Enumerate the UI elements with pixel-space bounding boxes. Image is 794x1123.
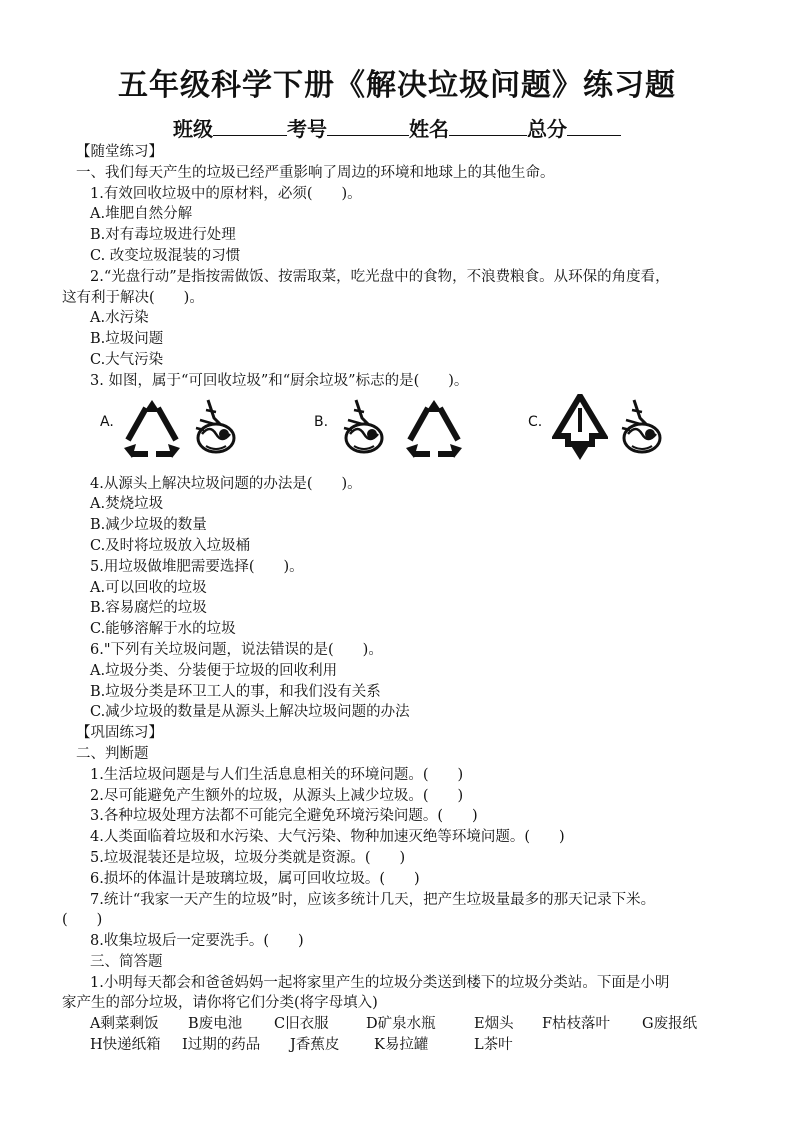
- q4-option-a: A.焚烧垃圾: [90, 496, 164, 513]
- food-waste-icon: [612, 394, 668, 460]
- list-item: A剩菜剩饭: [90, 1016, 159, 1033]
- q1-option-a: A.堆肥自然分解: [90, 206, 193, 223]
- short-answer-1-line1: 1.小明每天都会和爸爸妈妈一起将家里产生的垃圾分类送到楼下的垃圾分类站。下面是小明: [90, 974, 670, 991]
- list-item: B废电池: [188, 1016, 243, 1033]
- part2-heading: 二、判断题: [76, 745, 149, 762]
- judge-6: 6.损坏的体温计是玻璃垃圾，属可回收垃圾。( ): [90, 870, 420, 887]
- consolidate-heading: 【巩固练习】: [76, 725, 163, 742]
- judge-4: 4.人类面临着垃圾和水污染、大气污染、物种加速灭绝等环境问题。( ): [90, 829, 565, 846]
- q4-option-c: C.及时将垃圾放入垃圾桶: [90, 537, 251, 554]
- score-blank[interactable]: [567, 119, 621, 136]
- judge-7-line2: ( ): [62, 912, 103, 929]
- recycle-triangle-icon: [404, 398, 464, 462]
- question-2-line1: 2.“光盘行动”是指按需做饭、按需取菜，吃光盘中的食物，不浪费粮食。从环保的角度看，: [90, 268, 670, 285]
- practice-heading: 【随堂练习】: [76, 144, 163, 160]
- list-item: I过期的药品: [182, 1037, 261, 1054]
- q5-option-c: C.能够溶解于水的垃圾: [90, 621, 236, 638]
- food-waste-icon: [186, 394, 242, 460]
- q3-option-c: C.: [528, 413, 543, 430]
- question-5: 5.用垃圾做堆肥需要选择( )。: [90, 558, 304, 575]
- q5-option-a: A.可以回收的垃圾: [90, 579, 207, 596]
- food-waste-icon: [334, 394, 390, 460]
- score-label: 总分: [527, 117, 567, 141]
- list-item: E烟头: [474, 1016, 514, 1033]
- question-6: 6."下列有关垃圾问题，说法错误的是( )。: [90, 641, 383, 658]
- question-4: 4.从源头上解决垃圾问题的办法是( )。: [90, 475, 362, 492]
- list-item: F枯枝落叶: [542, 1016, 611, 1033]
- judge-2: 2.尽可能避免产生额外的垃圾，从源头上减少垃圾。( ): [90, 787, 464, 804]
- exam-no-blank[interactable]: [327, 119, 409, 136]
- judge-7-line1: 7.统计“我家一天产生的垃圾”时，应该多统计几天，把产生垃圾量最多的那天记录下米。: [90, 891, 656, 908]
- list-item: K易拉罐: [374, 1037, 429, 1054]
- q1-option-c: C. 改变垃圾混装的习惯: [90, 247, 241, 264]
- q4-option-b: B.减少垃圾的数量: [90, 517, 207, 534]
- list-item: G废报纸: [642, 1016, 698, 1033]
- question-2-line2: 这有利于解决( )。: [62, 289, 204, 306]
- worksheet-body: [62, 142, 742, 1056]
- q1-option-b: B.对有毒垃圾进行处理: [90, 227, 236, 244]
- list-item: L茶叶: [474, 1037, 513, 1054]
- name-blank[interactable]: [449, 119, 527, 136]
- name-label: 姓名: [409, 117, 449, 141]
- part1-heading: 一、我们每天产生的垃圾已经严重影响了周边的环境和地球上的其他生命。: [76, 164, 555, 181]
- recycle-arrow-icon: [552, 394, 608, 462]
- q3-figure-row: [62, 392, 742, 474]
- question-1: 1.有效回收垃圾中的原材料，必须( )。: [90, 185, 362, 202]
- question-3: 3. 如图，属于“可回收垃圾”和“厨余垃圾”标志的是( )。: [90, 372, 469, 389]
- q3-option-b: B.: [314, 413, 329, 430]
- list-item: C旧衣服: [274, 1016, 329, 1033]
- class-blank[interactable]: [213, 119, 287, 136]
- q6-option-c: C.减少垃圾的数量是从源头上解决垃圾问题的办法: [90, 704, 410, 721]
- exam-no-label: 考号: [287, 117, 327, 141]
- q3-option-a: A.: [100, 413, 114, 430]
- list-item: H快递纸箱: [90, 1037, 161, 1054]
- judge-5: 5.垃圾混装还是垃圾，垃圾分类就是资源。( ): [90, 849, 406, 866]
- judge-8: 8.收集垃圾后一定要洗手。( ): [90, 933, 304, 950]
- header-fields: [0, 113, 794, 142]
- part3-heading: 三、简答题: [90, 953, 163, 970]
- q2-option-b: B.垃圾问题: [90, 331, 164, 348]
- q2-option-c: C.大气污染: [90, 351, 164, 368]
- judge-3: 3.各种垃圾处理方法都不可能完全避免环境污染问题。( ): [90, 808, 478, 825]
- items-row-1: [62, 1014, 742, 1035]
- list-item: J香蕉皮: [290, 1037, 340, 1054]
- q6-option-a: A.垃圾分类、分装便于垃圾的回收利用: [90, 662, 338, 679]
- items-row-2: [62, 1035, 742, 1056]
- list-item: D矿泉水瓶: [366, 1016, 436, 1033]
- short-answer-1-line2: 家产生的部分垃圾，请你将它们分类(将字母填入): [62, 995, 378, 1012]
- recycle-triangle-icon: [122, 398, 182, 462]
- page-title: 五年级科学下册《解决垃圾问题》练习题: [118, 68, 676, 103]
- class-label: 班级: [173, 117, 213, 141]
- q2-option-a: A.水污染: [90, 310, 149, 327]
- q6-option-b: B.垃圾分类是环卫工人的事，和我们没有关系: [90, 683, 381, 700]
- judge-1: 1.生活垃圾问题是与人们生活息息相关的环境问题。( ): [90, 766, 464, 783]
- q5-option-b: B.容易腐烂的垃圾: [90, 600, 207, 617]
